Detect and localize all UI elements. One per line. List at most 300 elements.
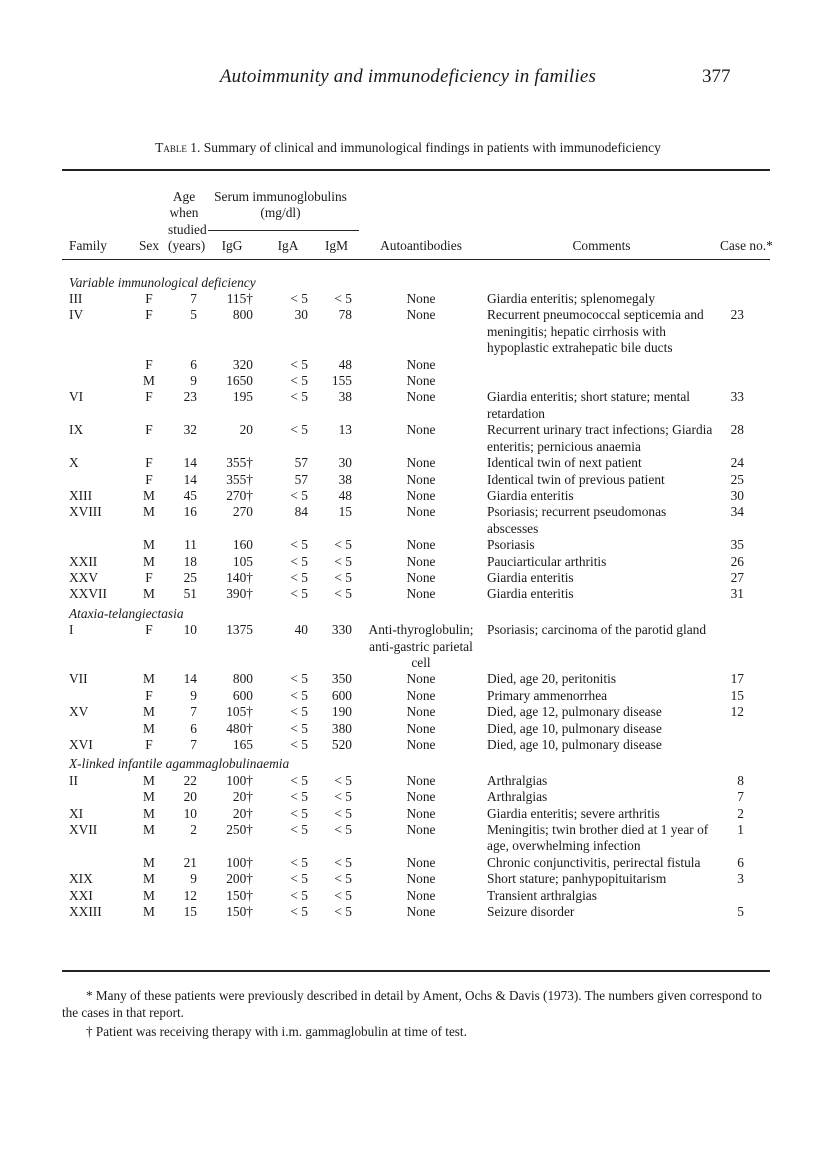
sex-cell: M bbox=[143, 720, 155, 736]
header-case-no: Case no.* bbox=[720, 238, 773, 254]
table-row bbox=[62, 622, 770, 671]
age-cell: 9 bbox=[190, 871, 197, 887]
autoantibodies-cell: None bbox=[406, 720, 436, 736]
igm-cell: < 5 bbox=[334, 871, 352, 887]
iga-cell: < 5 bbox=[290, 887, 308, 903]
autoantibodies-cell: None bbox=[406, 772, 436, 788]
age-cell: 14 bbox=[183, 671, 197, 687]
family-cell: XIII bbox=[69, 487, 93, 503]
comments-cell: Giardia enteritis bbox=[487, 569, 574, 585]
age-cell: 12 bbox=[183, 887, 197, 903]
igg-cell: 1375 bbox=[226, 622, 253, 638]
age-cell: 23 bbox=[183, 389, 197, 405]
case-no-cell bbox=[720, 888, 770, 904]
table-caption bbox=[0, 140, 816, 156]
header-serum bbox=[202, 189, 359, 222]
igm-cell: < 5 bbox=[334, 904, 352, 920]
family-cell: IX bbox=[69, 422, 84, 438]
igm-cell: 190 bbox=[331, 704, 352, 720]
iga-cell: 84 bbox=[294, 504, 308, 520]
table-row bbox=[62, 688, 770, 704]
autoantibodies-cell: None bbox=[406, 904, 436, 920]
iga-cell: < 5 bbox=[290, 569, 308, 585]
comments-cell: Meningitis; twin brother died at 1 year of age, overwhelming infection bbox=[487, 822, 709, 854]
table-row bbox=[62, 789, 770, 805]
igm-cell: 155 bbox=[331, 373, 352, 389]
autoantibodies-cell: None bbox=[406, 586, 436, 602]
table-row bbox=[62, 422, 770, 455]
case-no-cell: 15 bbox=[730, 687, 744, 703]
igg-cell: 165 bbox=[232, 737, 253, 752]
sex-cell: M bbox=[143, 704, 155, 720]
age-cell: 7 bbox=[190, 291, 197, 307]
age-cell: 51 bbox=[183, 586, 197, 602]
age-cell: 14 bbox=[183, 471, 197, 487]
igg-cell: 195 bbox=[232, 389, 253, 405]
igm-cell: 520 bbox=[331, 737, 352, 752]
igg-cell: 270† bbox=[226, 487, 253, 503]
autoantibodies-cell: None bbox=[406, 373, 436, 389]
table-row bbox=[62, 472, 770, 488]
igm-cell: < 5 bbox=[334, 887, 352, 903]
igm-cell: 13 bbox=[338, 422, 352, 438]
sex-cell: F bbox=[145, 471, 153, 487]
table-row bbox=[62, 721, 770, 737]
header-autoantibodies: Autoantibodies bbox=[380, 238, 462, 254]
igg-cell: 115† bbox=[226, 291, 253, 307]
age-cell: 45 bbox=[183, 487, 197, 503]
autoantibodies-cell: None bbox=[406, 504, 436, 520]
autoantibodies-cell: None bbox=[406, 871, 436, 887]
igg-cell: 105 bbox=[232, 553, 253, 569]
section-title: Variable immunological deficiency bbox=[69, 274, 256, 290]
igm-cell: < 5 bbox=[334, 772, 352, 788]
sex-cell: F bbox=[145, 422, 153, 438]
age-cell: 9 bbox=[190, 687, 197, 703]
header-age-studied: studied bbox=[168, 221, 207, 237]
igg-cell: 390† bbox=[226, 586, 253, 602]
iga-cell: < 5 bbox=[290, 854, 308, 870]
case-no-cell: 35 bbox=[730, 537, 744, 553]
igg-cell: 200† bbox=[226, 871, 253, 887]
age-cell: 10 bbox=[183, 622, 197, 638]
autoantibodies-cell: None bbox=[406, 291, 436, 307]
igg-cell: 100† bbox=[226, 772, 253, 788]
comments-cell: Died, age 10, pulmonary disease bbox=[487, 737, 662, 752]
case-no-cell: 26 bbox=[730, 553, 744, 569]
table-row bbox=[62, 855, 770, 871]
igm-cell: < 5 bbox=[334, 805, 352, 821]
header-serum-line: (mg/dl) bbox=[260, 205, 301, 221]
case-no-cell: 34 bbox=[730, 504, 744, 520]
bottom-rule bbox=[62, 970, 770, 972]
igg-cell: 800 bbox=[232, 307, 253, 323]
age-cell: 16 bbox=[183, 504, 197, 520]
table-row bbox=[62, 488, 770, 504]
header-age-line: when bbox=[169, 205, 199, 221]
igm-cell: 330 bbox=[331, 622, 352, 638]
header-igm: IgM bbox=[324, 238, 349, 254]
iga-cell: < 5 bbox=[290, 822, 308, 838]
table-row bbox=[62, 537, 770, 553]
age-cell: 9 bbox=[190, 373, 197, 389]
iga-cell: < 5 bbox=[290, 537, 308, 553]
igm-cell: < 5 bbox=[334, 789, 352, 805]
sex-cell: M bbox=[143, 553, 155, 569]
sex-cell: M bbox=[143, 805, 155, 821]
family-cell: XIX bbox=[69, 871, 93, 887]
autoantibodies-cell: None bbox=[406, 553, 436, 569]
case-no-cell bbox=[720, 622, 770, 671]
comments-cell: Died, age 12, pulmonary disease bbox=[487, 704, 662, 720]
comments-cell: Giardia enteritis; short stature; mental retardation bbox=[487, 389, 691, 421]
sex-cell: F bbox=[145, 687, 153, 703]
comments-cell: Giardia enteritis; severe arthritis bbox=[487, 805, 660, 821]
iga-cell: < 5 bbox=[290, 704, 308, 720]
sex-cell: F bbox=[145, 356, 153, 372]
comments-cell: Died, age 10, pulmonary disease bbox=[487, 720, 662, 736]
igm-cell: < 5 bbox=[334, 569, 352, 585]
family-cell bbox=[62, 537, 128, 553]
case-no-cell: 7 bbox=[737, 789, 744, 805]
case-no-cell: 6 bbox=[737, 854, 744, 870]
header-age-years: (years) bbox=[168, 238, 206, 254]
age-cell: 20 bbox=[183, 789, 197, 805]
findings-table bbox=[62, 189, 773, 920]
age-cell: 6 bbox=[190, 356, 197, 372]
family-cell: XVII bbox=[69, 822, 98, 838]
header-sex: Sex bbox=[138, 238, 160, 254]
header-age-line: Age bbox=[172, 189, 196, 204]
case-no-cell bbox=[720, 357, 770, 373]
family-cell bbox=[62, 357, 128, 373]
iga-cell: < 5 bbox=[290, 720, 308, 736]
igg-cell: 320 bbox=[232, 356, 253, 372]
sex-cell: F bbox=[145, 569, 153, 585]
igm-cell: < 5 bbox=[334, 822, 352, 838]
sex-cell: F bbox=[145, 389, 153, 405]
family-cell bbox=[62, 688, 128, 704]
autoantibodies-cell: None bbox=[406, 537, 436, 553]
iga-cell: < 5 bbox=[290, 671, 308, 687]
family-cell: X bbox=[69, 455, 79, 471]
case-no-cell: 28 bbox=[730, 422, 744, 438]
comments-cell: Recurrent urinary tract infections; Giardia enteritis; pernicious anaemia bbox=[487, 422, 713, 454]
age-cell: 22 bbox=[183, 772, 197, 788]
case-no-cell: 23 bbox=[730, 307, 744, 323]
comments-cell bbox=[483, 373, 720, 389]
age-cell: 5 bbox=[190, 307, 197, 323]
comments-cell: Giardia enteritis; splenomegaly bbox=[487, 291, 656, 307]
comments-cell: Transient arthralgias bbox=[487, 887, 597, 903]
age-cell: 14 bbox=[183, 455, 197, 471]
family-cell bbox=[62, 472, 128, 488]
autoantibodies-cell: None bbox=[406, 687, 436, 703]
footnote-gammaglobulin: † Patient was receiving therapy with i.m. gammaglobulin at time of test. bbox=[86, 1024, 467, 1039]
table-row bbox=[62, 704, 770, 720]
sex-cell: M bbox=[143, 904, 155, 920]
case-no-cell: 1 bbox=[737, 822, 744, 838]
comments-cell: Psoriasis; carcinoma of the parotid gland bbox=[487, 622, 707, 638]
age-cell: 18 bbox=[183, 553, 197, 569]
table-row bbox=[62, 904, 770, 920]
sex-cell: M bbox=[143, 871, 155, 887]
section-title: Ataxia-telangiectasia bbox=[69, 605, 184, 621]
iga-cell: < 5 bbox=[290, 553, 308, 569]
age-cell: 15 bbox=[183, 904, 197, 920]
autoantibodies-cell: None bbox=[406, 704, 436, 720]
family-cell: IV bbox=[69, 307, 84, 323]
comments-cell bbox=[483, 357, 720, 373]
case-no-cell: 31 bbox=[730, 586, 744, 602]
comments-cell: Short stature; panhypopituitarism bbox=[487, 871, 667, 887]
table-row bbox=[62, 671, 770, 687]
sex-cell: F bbox=[145, 455, 153, 471]
igg-cell: 1650 bbox=[226, 373, 253, 389]
autoantibodies-cell: None bbox=[406, 822, 436, 838]
case-no-cell bbox=[720, 721, 770, 737]
sex-cell: M bbox=[143, 537, 155, 553]
footnotes bbox=[62, 987, 770, 1042]
igg-cell: 160 bbox=[232, 537, 253, 553]
iga-cell: < 5 bbox=[290, 772, 308, 788]
case-no-cell: 3 bbox=[737, 871, 744, 887]
igg-cell: 150† bbox=[226, 904, 253, 920]
age-cell: 7 bbox=[190, 704, 197, 720]
comments-cell: Pauciarticular arthritis bbox=[487, 553, 607, 569]
case-no-cell: 12 bbox=[730, 704, 744, 720]
igm-cell: 78 bbox=[338, 307, 352, 323]
igm-cell: < 5 bbox=[334, 553, 352, 569]
family-cell: XI bbox=[69, 805, 84, 821]
comments-cell: Psoriasis bbox=[487, 537, 535, 553]
table-row bbox=[62, 888, 770, 904]
iga-cell: < 5 bbox=[290, 291, 308, 307]
case-no-cell bbox=[720, 373, 770, 389]
autoantibodies-cell: None bbox=[406, 389, 436, 405]
autoantibodies-cell: None bbox=[406, 887, 436, 903]
section-header-row bbox=[62, 272, 770, 291]
iga-cell: < 5 bbox=[290, 805, 308, 821]
autoantibodies-cell: None bbox=[406, 854, 436, 870]
header-serum-line: Serum immunoglobulins bbox=[214, 189, 347, 204]
autoantibodies-cell: None bbox=[406, 356, 436, 372]
comments-cell: Giardia enteritis bbox=[487, 586, 574, 602]
case-no-cell: 8 bbox=[737, 772, 744, 788]
autoantibodies-cell: None bbox=[406, 487, 436, 503]
table-row bbox=[62, 586, 770, 602]
family-cell: XVIII bbox=[69, 504, 102, 520]
table-row bbox=[62, 554, 770, 570]
iga-cell: < 5 bbox=[290, 422, 308, 438]
iga-cell: < 5 bbox=[290, 737, 308, 752]
case-no-cell bbox=[720, 291, 770, 307]
case-no-cell bbox=[720, 737, 770, 753]
case-no-cell: 33 bbox=[730, 389, 744, 405]
header-age bbox=[168, 189, 200, 222]
iga-cell: < 5 bbox=[290, 487, 308, 503]
autoantibodies-cell: None bbox=[406, 805, 436, 821]
family-cell: VII bbox=[69, 671, 88, 687]
igg-cell: 800 bbox=[232, 671, 253, 687]
autoantibodies-cell: None bbox=[406, 671, 436, 687]
table-row bbox=[62, 570, 770, 586]
sex-cell: M bbox=[143, 504, 155, 520]
comments-cell: Giardia enteritis bbox=[487, 487, 574, 503]
igm-cell: 350 bbox=[331, 671, 352, 687]
family-cell: XXV bbox=[69, 569, 99, 585]
igm-cell: < 5 bbox=[334, 586, 352, 602]
autoantibodies-cell: None bbox=[406, 307, 436, 323]
sex-cell: M bbox=[143, 789, 155, 805]
case-no-cell: 27 bbox=[730, 569, 744, 585]
iga-cell: 57 bbox=[294, 471, 308, 487]
table-row bbox=[62, 455, 770, 471]
comments-cell: Primary ammenorrhea bbox=[487, 687, 608, 703]
comments-cell: Died, age 20, peritonitis bbox=[487, 671, 617, 687]
top-rule bbox=[62, 169, 770, 171]
iga-cell: < 5 bbox=[290, 356, 308, 372]
igm-cell: 48 bbox=[338, 356, 352, 372]
family-cell bbox=[62, 721, 128, 737]
table-row bbox=[62, 737, 770, 753]
family-cell: III bbox=[69, 291, 83, 307]
header-igg: IgG bbox=[221, 238, 243, 254]
autoantibodies-cell: Anti-thyroglobulin; anti-gastric parietal cell bbox=[368, 622, 474, 670]
iga-cell: 30 bbox=[294, 307, 308, 323]
igg-cell: 20† bbox=[232, 805, 253, 821]
table-header bbox=[62, 189, 773, 272]
iga-cell: 40 bbox=[294, 622, 308, 638]
table-row bbox=[62, 357, 770, 373]
header-iga: IgA bbox=[277, 238, 299, 254]
family-cell: XXVII bbox=[69, 586, 107, 602]
comments-cell: Psoriasis; recurrent pseudomonas abscesses bbox=[487, 504, 667, 536]
igg-cell: 150† bbox=[226, 887, 253, 903]
case-no-cell: 5 bbox=[737, 904, 744, 920]
table-row bbox=[62, 871, 770, 887]
family-cell: XXI bbox=[69, 887, 93, 903]
iga-cell: < 5 bbox=[290, 904, 308, 920]
igg-cell: 270 bbox=[232, 504, 253, 520]
family-cell: XVI bbox=[69, 737, 93, 752]
family-cell bbox=[62, 373, 128, 389]
igm-cell: 38 bbox=[338, 471, 352, 487]
iga-cell: < 5 bbox=[290, 871, 308, 887]
age-cell: 7 bbox=[190, 737, 197, 752]
sex-cell: M bbox=[143, 671, 155, 687]
header-comments: Comments bbox=[572, 238, 631, 254]
case-no-cell: 30 bbox=[730, 487, 744, 503]
iga-cell: < 5 bbox=[290, 586, 308, 602]
table-row bbox=[62, 806, 770, 822]
sex-cell: F bbox=[145, 291, 153, 307]
igg-cell: 105† bbox=[226, 704, 253, 720]
table-row bbox=[62, 822, 770, 855]
sex-cell: F bbox=[145, 622, 153, 638]
table-row bbox=[62, 504, 770, 537]
family-cell bbox=[62, 789, 128, 805]
age-cell: 21 bbox=[183, 854, 197, 870]
sex-cell: M bbox=[143, 887, 155, 903]
comments-cell: Seizure disorder bbox=[487, 904, 575, 920]
igm-cell: 38 bbox=[338, 389, 352, 405]
autoantibodies-cell: None bbox=[406, 455, 436, 471]
iga-cell: < 5 bbox=[290, 789, 308, 805]
igg-cell: 250† bbox=[226, 822, 253, 838]
igg-cell: 20† bbox=[232, 789, 253, 805]
age-cell: 32 bbox=[183, 422, 197, 438]
comments-cell: Arthralgias bbox=[487, 772, 548, 788]
autoantibodies-cell: None bbox=[406, 471, 436, 487]
comments-cell: Identical twin of previous patient bbox=[487, 471, 665, 487]
igm-cell: 30 bbox=[338, 455, 352, 471]
igm-cell: 600 bbox=[331, 687, 352, 703]
header-family: Family bbox=[69, 238, 107, 254]
sex-cell: M bbox=[143, 487, 155, 503]
iga-cell: < 5 bbox=[290, 687, 308, 703]
igg-cell: 355† bbox=[226, 455, 253, 471]
comments-cell: Chronic conjunctivitis, perirectal fistula bbox=[487, 854, 701, 870]
age-cell: 2 bbox=[190, 822, 197, 838]
table-row bbox=[62, 773, 770, 789]
running-title: Autoimmunity and immunodeficiency in families bbox=[219, 66, 597, 87]
table-row bbox=[62, 291, 770, 307]
autoantibodies-cell: None bbox=[406, 737, 436, 752]
case-no-cell: 24 bbox=[730, 455, 744, 471]
sex-cell: M bbox=[143, 373, 155, 389]
iga-cell: < 5 bbox=[290, 373, 308, 389]
table-body bbox=[62, 272, 770, 921]
serum-divider bbox=[208, 230, 359, 231]
section-title: X-linked infantile agammaglobulinaemia bbox=[69, 756, 290, 772]
section-header-row bbox=[62, 753, 770, 772]
family-cell: XV bbox=[69, 704, 89, 720]
table-row bbox=[62, 373, 770, 389]
sex-cell: M bbox=[143, 822, 155, 838]
family-cell: VI bbox=[69, 389, 84, 405]
sex-cell: F bbox=[145, 307, 153, 323]
comments-cell: Identical twin of next patient bbox=[487, 455, 642, 471]
igm-cell: 48 bbox=[338, 487, 352, 503]
family-cell: XXIII bbox=[69, 904, 102, 920]
igm-cell: < 5 bbox=[334, 854, 352, 870]
family-cell: I bbox=[69, 622, 74, 638]
footnote-case-numbers: * Many of these patients were previously described in detail by Ament, Ochs & Davis (1973). The numbers given correspond to the cases in that report. bbox=[62, 988, 762, 1020]
age-cell: 6 bbox=[190, 720, 197, 736]
igg-cell: 355† bbox=[226, 471, 253, 487]
igm-cell: < 5 bbox=[334, 291, 352, 307]
age-cell: 10 bbox=[183, 805, 197, 821]
igm-cell: 15 bbox=[338, 504, 352, 520]
igg-cell: 100† bbox=[226, 854, 253, 870]
case-no-cell: 17 bbox=[730, 671, 744, 687]
page-number: 377 bbox=[702, 66, 731, 87]
section-header-row bbox=[62, 603, 770, 622]
iga-cell: 57 bbox=[294, 455, 308, 471]
table-row bbox=[62, 307, 770, 356]
sex-cell: M bbox=[143, 772, 155, 788]
sex-cell: M bbox=[143, 854, 155, 870]
comments-cell: Arthralgias bbox=[487, 789, 548, 805]
family-cell: XXII bbox=[69, 553, 98, 569]
sex-cell: M bbox=[143, 586, 155, 602]
igg-cell: 600 bbox=[232, 687, 253, 703]
table-row bbox=[62, 389, 770, 422]
sex-cell: F bbox=[145, 737, 153, 752]
autoantibodies-cell: None bbox=[406, 422, 436, 438]
comments-cell: Recurrent pneumococcal septicemia and meningitis; hepatic cirrhosis with hypoplastic extrahepatic bile ducts bbox=[487, 307, 704, 356]
